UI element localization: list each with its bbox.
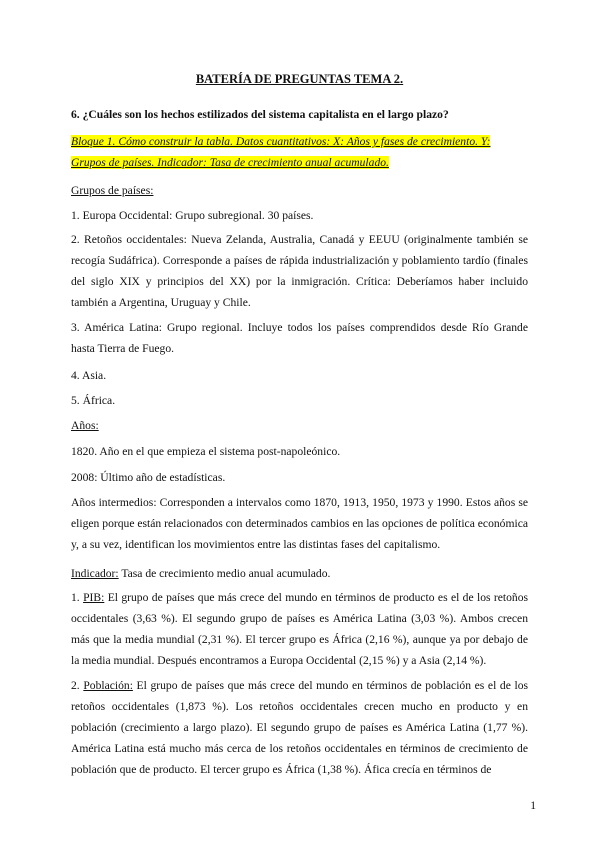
pib-text: El grupo de países que más crece del mundo en términos de producto es el de los retoños occidentales (3,63 %). El segundo grupo de países es América Latina (3,03 %). Ambos crecen más que la media mundial (2,31 %). El tercer grupo es África (2,16 %), aunque ya por debajo de la media mundial. Después encontramos a Europa Occidental (2,15 %) y a Asia (2,14 %). — [71, 591, 529, 667]
highlighted-block-note — [71, 131, 528, 173]
poblacion-number: 2. — [71, 679, 84, 692]
groups-heading: Grupos de países: — [71, 184, 154, 197]
group-item-5: 5. África. — [71, 394, 116, 407]
year-2008: 2008: Último año de estadísticas. — [71, 471, 226, 484]
group-item-2: 2. Retoños occidentales: Nueva Zelanda, Australia, Canadá y EEUU (originalmente también se recogía Sudáfrica). Corresponde a países de rápida industrialización y poblamiento tardío (finales del siglo XIX y principios del XX) por la inmigración. Crítica: Deberíamos haber incluido también a Argentina, Uruguay y Chile. — [71, 233, 528, 309]
pib-paragraph — [71, 587, 528, 671]
pib-label: PIB: — [83, 591, 105, 604]
poblacion-text: El grupo de países que más crece del mundo en términos de población es el de los retoños occidentales (1,873 %). Los retoños occidentales crecen mucho en producto y en población (crecimiento a largo plazo). El segundo grupo de países es América Latina (1,77 %). América Latina está mucho más cerca de los retoños occidentales en términos de crecimiento de población que de producto. El tercer grupo es África (1,38 %). Áfica crecía en términos de — [71, 679, 529, 776]
poblacion-label: Población: — [83, 679, 133, 692]
page-number: 1 — [530, 799, 536, 812]
group-item-1: 1. Europa Occidental: Grupo subregional. 30 países. — [71, 209, 314, 222]
group-item-4: 4. Asia. — [71, 369, 107, 382]
poblacion-paragraph — [71, 675, 528, 780]
year-1820: 1820. Año en el que empieza el sistema post-napoleónico. — [71, 445, 341, 458]
intermediate-years: Años intermedios: Corresponden a intervalos como 1870, 1913, 1950, 1973 y 1990. Estos años se eligen porque están relacionados con determinados cambios en las opciones de política económica y, a su vez, identifican los movimientos entre las distintas fases del capitalismo. — [71, 496, 528, 551]
highlight-text: Bloque 1. Cómo construir la tabla. Datos cuantitativos: X: Años y fases de crecimiento. Y: Grupos de países. Indicador: Tasa de crecimiento anual acumulado. — [71, 135, 491, 169]
indicator-text: Tasa de crecimiento medio anual acumulado. — [118, 567, 331, 580]
group-item-3: 3. América Latina: Grupo regional. Incluye todos los países comprendidos desde Río Grande hasta Tierra de Fuego. — [71, 321, 528, 355]
indicator-line — [71, 563, 528, 584]
question-heading: 6. ¿Cuáles son los hechos estilizados del sistema capitalista en el largo plazo? — [71, 108, 449, 121]
pib-number: 1. — [71, 591, 84, 604]
years-heading: Años: — [71, 419, 99, 432]
indicator-label: Indicador: — [71, 567, 119, 580]
page-title: BATERÍA DE PREGUNTAS TEMA 2. — [195, 72, 404, 86]
